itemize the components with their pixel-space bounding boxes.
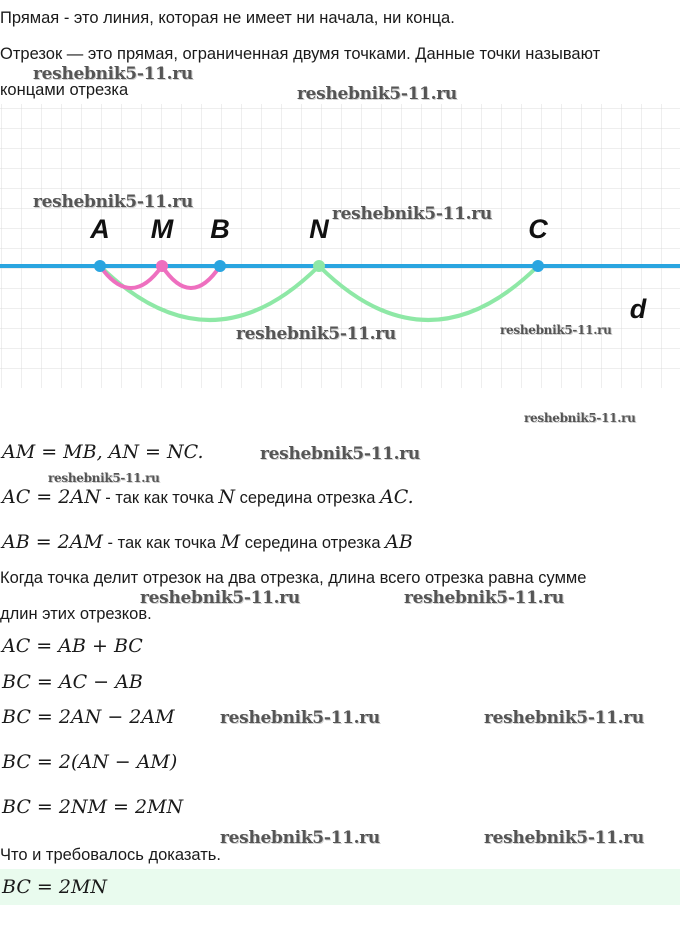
point-B (214, 260, 226, 272)
eq-AB-var: M (220, 531, 241, 553)
grid-background (0, 104, 680, 388)
rule-line-2: длин этих отрезков. (0, 605, 152, 623)
eq-AC-text-a: - так как точка (100, 489, 219, 507)
eq-AC-var: N (218, 486, 236, 508)
watermark: reshebnik5-11.ru (500, 323, 612, 337)
watermark: reshebnik5-11.ru (220, 828, 380, 848)
watermark: reshebnik5-11.ru (484, 828, 644, 848)
watermark: reshebnik5-11.ru (236, 324, 396, 344)
watermark: reshebnik5-11.ru (260, 444, 420, 464)
watermark: reshebnik5-11.ru (332, 204, 492, 224)
segment-figure (0, 104, 680, 388)
eq-AC-math: AC = 2AN (2, 486, 101, 508)
point-A (94, 260, 106, 272)
watermark: reshebnik5-11.ru (33, 192, 193, 212)
watermark: reshebnik5-11.ru (33, 64, 193, 84)
label-d: d (629, 294, 647, 324)
intro-line-3: концами отрезка (0, 81, 129, 99)
result-formula: BC = 2MN (2, 876, 108, 898)
point-N (313, 260, 325, 272)
watermark: reshebnik5-11.ru (297, 84, 457, 104)
label-B: B (210, 214, 230, 244)
step-2: BC = AC − AB (2, 671, 143, 693)
watermark: reshebnik5-11.ru (48, 471, 160, 485)
watermark: reshebnik5-11.ru (140, 588, 300, 608)
label-C: C (528, 214, 548, 244)
point-M (156, 260, 168, 272)
intro-line-1: Прямая - это линия, которая не имеет ни начала, ни конца. (0, 9, 455, 27)
eq-equal-segments: AM = MB, AN = NC. (2, 441, 204, 463)
step-3: BC = 2AN − 2AM (2, 706, 175, 728)
eq-AB (2, 530, 413, 555)
step-1: AC = AB + BC (2, 635, 143, 657)
watermark: reshebnik5-11.ru (404, 588, 564, 608)
label-N: N (309, 214, 329, 244)
intro-line-2: Отрезок — это прямая, ограниченная двумя точками. Данные точки называют (0, 45, 601, 63)
eq-AC-seg: AC. (380, 486, 414, 508)
eq-AB-text-a: - так как точка (102, 534, 221, 552)
point-C (532, 260, 544, 272)
rule-line-1: Когда точка делит отрезок на два отрезка, длина всего отрезка равна сумме (0, 569, 587, 587)
watermark: reshebnik5-11.ru (484, 708, 644, 728)
eq-AC-text-b: середина отрезка (235, 489, 381, 507)
eq-AC (2, 485, 414, 510)
watermark: reshebnik5-11.ru (524, 411, 636, 425)
eq-AB-text-b: середина отрезка (240, 534, 386, 552)
eq-AB-math: AB = 2AM (2, 531, 103, 553)
conclusion-text: Что и требовалось доказать. (0, 846, 221, 864)
step-5: BC = 2NM = 2MN (2, 796, 184, 818)
label-A: A (90, 214, 110, 244)
label-M: M (150, 214, 174, 244)
step-4: BC = 2(AN − AM) (2, 751, 178, 773)
watermark: reshebnik5-11.ru (220, 708, 380, 728)
eq-AB-seg: AB (385, 531, 413, 553)
